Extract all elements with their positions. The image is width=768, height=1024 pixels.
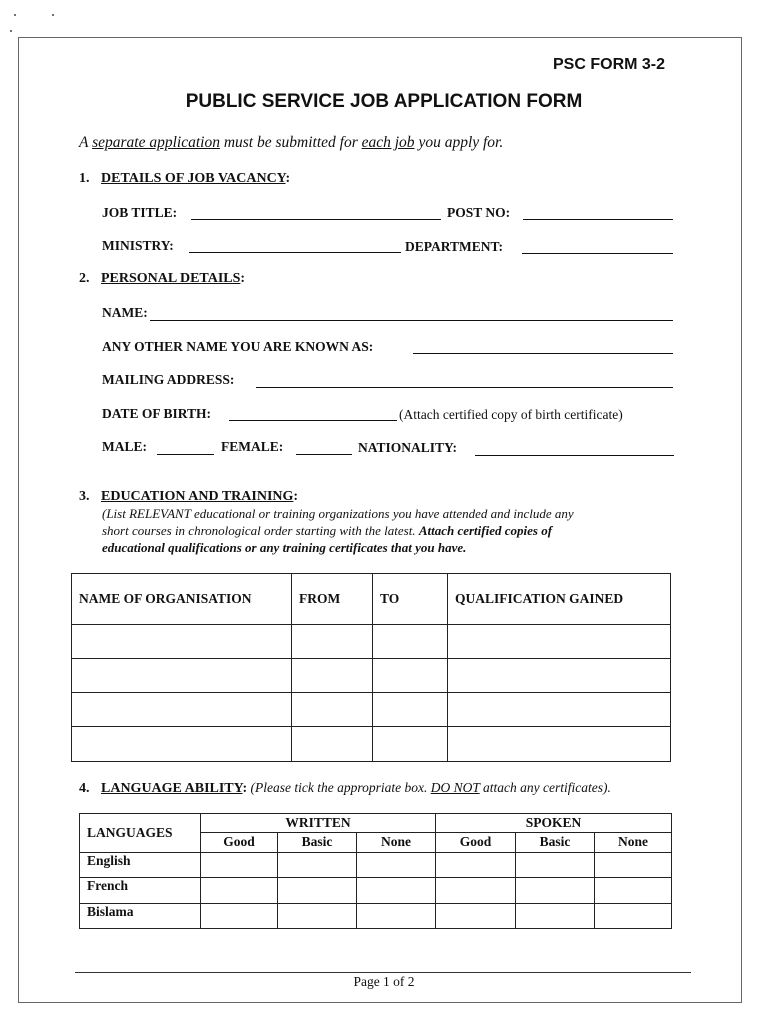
language-row (80, 852, 672, 877)
nationality-field[interactable] (475, 455, 674, 456)
tick-box[interactable] (201, 852, 278, 877)
ministry-field[interactable] (189, 252, 401, 253)
name-label: NAME: (102, 305, 148, 320)
section-4-heading: 4. LANGUAGE ABILITY: (Please tick the appropriate box. DO NOT attach any certificates). (79, 780, 611, 796)
section-1-heading: 1. DETAILS OF JOB VACANCY: (79, 171, 291, 186)
education-row (72, 659, 671, 693)
section-3-heading: 3. EDUCATION AND TRAINING: (79, 489, 299, 504)
education-table (71, 573, 671, 762)
written-header: WRITTEN (201, 814, 436, 833)
form-title: PUBLIC SERVICE JOB APPLICATION FORM (185, 91, 583, 112)
application-note: A separate application must be submitted for each job you apply for. (79, 134, 504, 151)
spoken-good-header: Good (436, 833, 516, 852)
organisation-cell[interactable] (72, 625, 292, 659)
job-title-label: JOB TITLE: (102, 205, 178, 220)
other-name-label: ANY OTHER NAME YOU ARE KNOWN AS: (102, 339, 374, 354)
column-header-to: TO (373, 574, 448, 625)
column-header-qualification: QUALIFICATION GAINED (448, 574, 671, 625)
male-label: MALE: (102, 439, 147, 454)
tick-box[interactable] (436, 852, 516, 877)
education-instructions-line-1: (List RELEVANT educational or training organizations you have attended and include any (102, 506, 574, 521)
tick-box[interactable] (357, 903, 436, 928)
qualification-cell[interactable] (448, 659, 671, 693)
tick-box[interactable] (436, 903, 516, 928)
job-title-field[interactable] (191, 219, 441, 220)
from-cell[interactable] (292, 693, 373, 727)
education-row (72, 727, 671, 762)
to-cell[interactable] (373, 693, 448, 727)
tick-box[interactable] (516, 878, 595, 903)
male-field[interactable] (157, 454, 214, 455)
to-cell[interactable] (373, 727, 448, 762)
written-none-header: None (357, 833, 436, 852)
language-name: English (80, 852, 201, 877)
ministry-label: MINISTRY: (102, 238, 174, 253)
written-good-header: Good (201, 833, 278, 852)
department-field[interactable] (522, 253, 673, 254)
languages-header: LANGUAGES (80, 814, 201, 853)
education-table-header (72, 574, 671, 625)
dob-field[interactable] (229, 420, 397, 421)
scan-speck (52, 14, 54, 16)
spoken-basic-header: Basic (516, 833, 595, 852)
mailing-address-field[interactable] (256, 387, 673, 388)
female-label: FEMALE: (221, 439, 284, 454)
from-cell[interactable] (292, 625, 373, 659)
section-2-heading: 2. PERSONAL DETAILS: (79, 271, 246, 286)
column-header-from: FROM (292, 574, 373, 625)
tick-box[interactable] (595, 878, 672, 903)
to-cell[interactable] (373, 659, 448, 693)
language-table (79, 813, 672, 929)
tick-box[interactable] (595, 903, 672, 928)
tick-box[interactable] (357, 878, 436, 903)
tick-box[interactable] (278, 878, 357, 903)
written-basic-header: Basic (278, 833, 357, 852)
tick-box[interactable] (595, 852, 672, 877)
spoken-none-header: None (595, 833, 672, 852)
tick-box[interactable] (278, 903, 357, 928)
dob-label: DATE OF BIRTH: (102, 406, 212, 421)
female-field[interactable] (296, 454, 352, 455)
footer-rule (75, 972, 691, 973)
tick-box[interactable] (516, 903, 595, 928)
other-name-field[interactable] (413, 353, 673, 354)
education-instructions-line-3: educational qualifications or any training certificates that you have. (102, 540, 467, 555)
spoken-header: SPOKEN (436, 814, 672, 833)
language-table-group-header (80, 814, 672, 833)
form-number: PSC FORM 3-2 (553, 56, 666, 73)
tick-box[interactable] (201, 878, 278, 903)
mailing-address-label: MAILING ADDRESS: (102, 372, 235, 387)
organisation-cell[interactable] (72, 659, 292, 693)
education-row (72, 625, 671, 659)
from-cell[interactable] (292, 659, 373, 693)
qualification-cell[interactable] (448, 727, 671, 762)
dob-attach-note: (Attach certified copy of birth certificate) (399, 407, 623, 422)
tick-box[interactable] (436, 878, 516, 903)
department-label: DEPARTMENT: (405, 239, 504, 254)
education-row (72, 693, 671, 727)
education-instructions-line-2: short courses in chronological order starting with the latest. Attach certified copies of (102, 523, 553, 538)
nationality-label: NATIONALITY: (358, 440, 458, 455)
organisation-cell[interactable] (72, 727, 292, 762)
tick-box[interactable] (357, 852, 436, 877)
post-no-field[interactable] (523, 219, 673, 220)
tick-box[interactable] (278, 852, 357, 877)
language-name: French (80, 878, 201, 903)
organisation-cell[interactable] (72, 693, 292, 727)
language-row (80, 878, 672, 903)
name-field[interactable] (150, 320, 673, 321)
language-row (80, 903, 672, 928)
page-number: Page 1 of 2 (353, 974, 415, 989)
scan-speck (14, 14, 16, 16)
scan-speck (10, 30, 12, 32)
post-no-label: POST NO: (447, 205, 511, 220)
qualification-cell[interactable] (448, 625, 671, 659)
tick-box[interactable] (201, 903, 278, 928)
from-cell[interactable] (292, 727, 373, 762)
tick-box[interactable] (516, 852, 595, 877)
qualification-cell[interactable] (448, 693, 671, 727)
language-name: Bislama (80, 903, 201, 928)
to-cell[interactable] (373, 625, 448, 659)
column-header-organisation: NAME OF ORGANISATION (72, 574, 292, 625)
